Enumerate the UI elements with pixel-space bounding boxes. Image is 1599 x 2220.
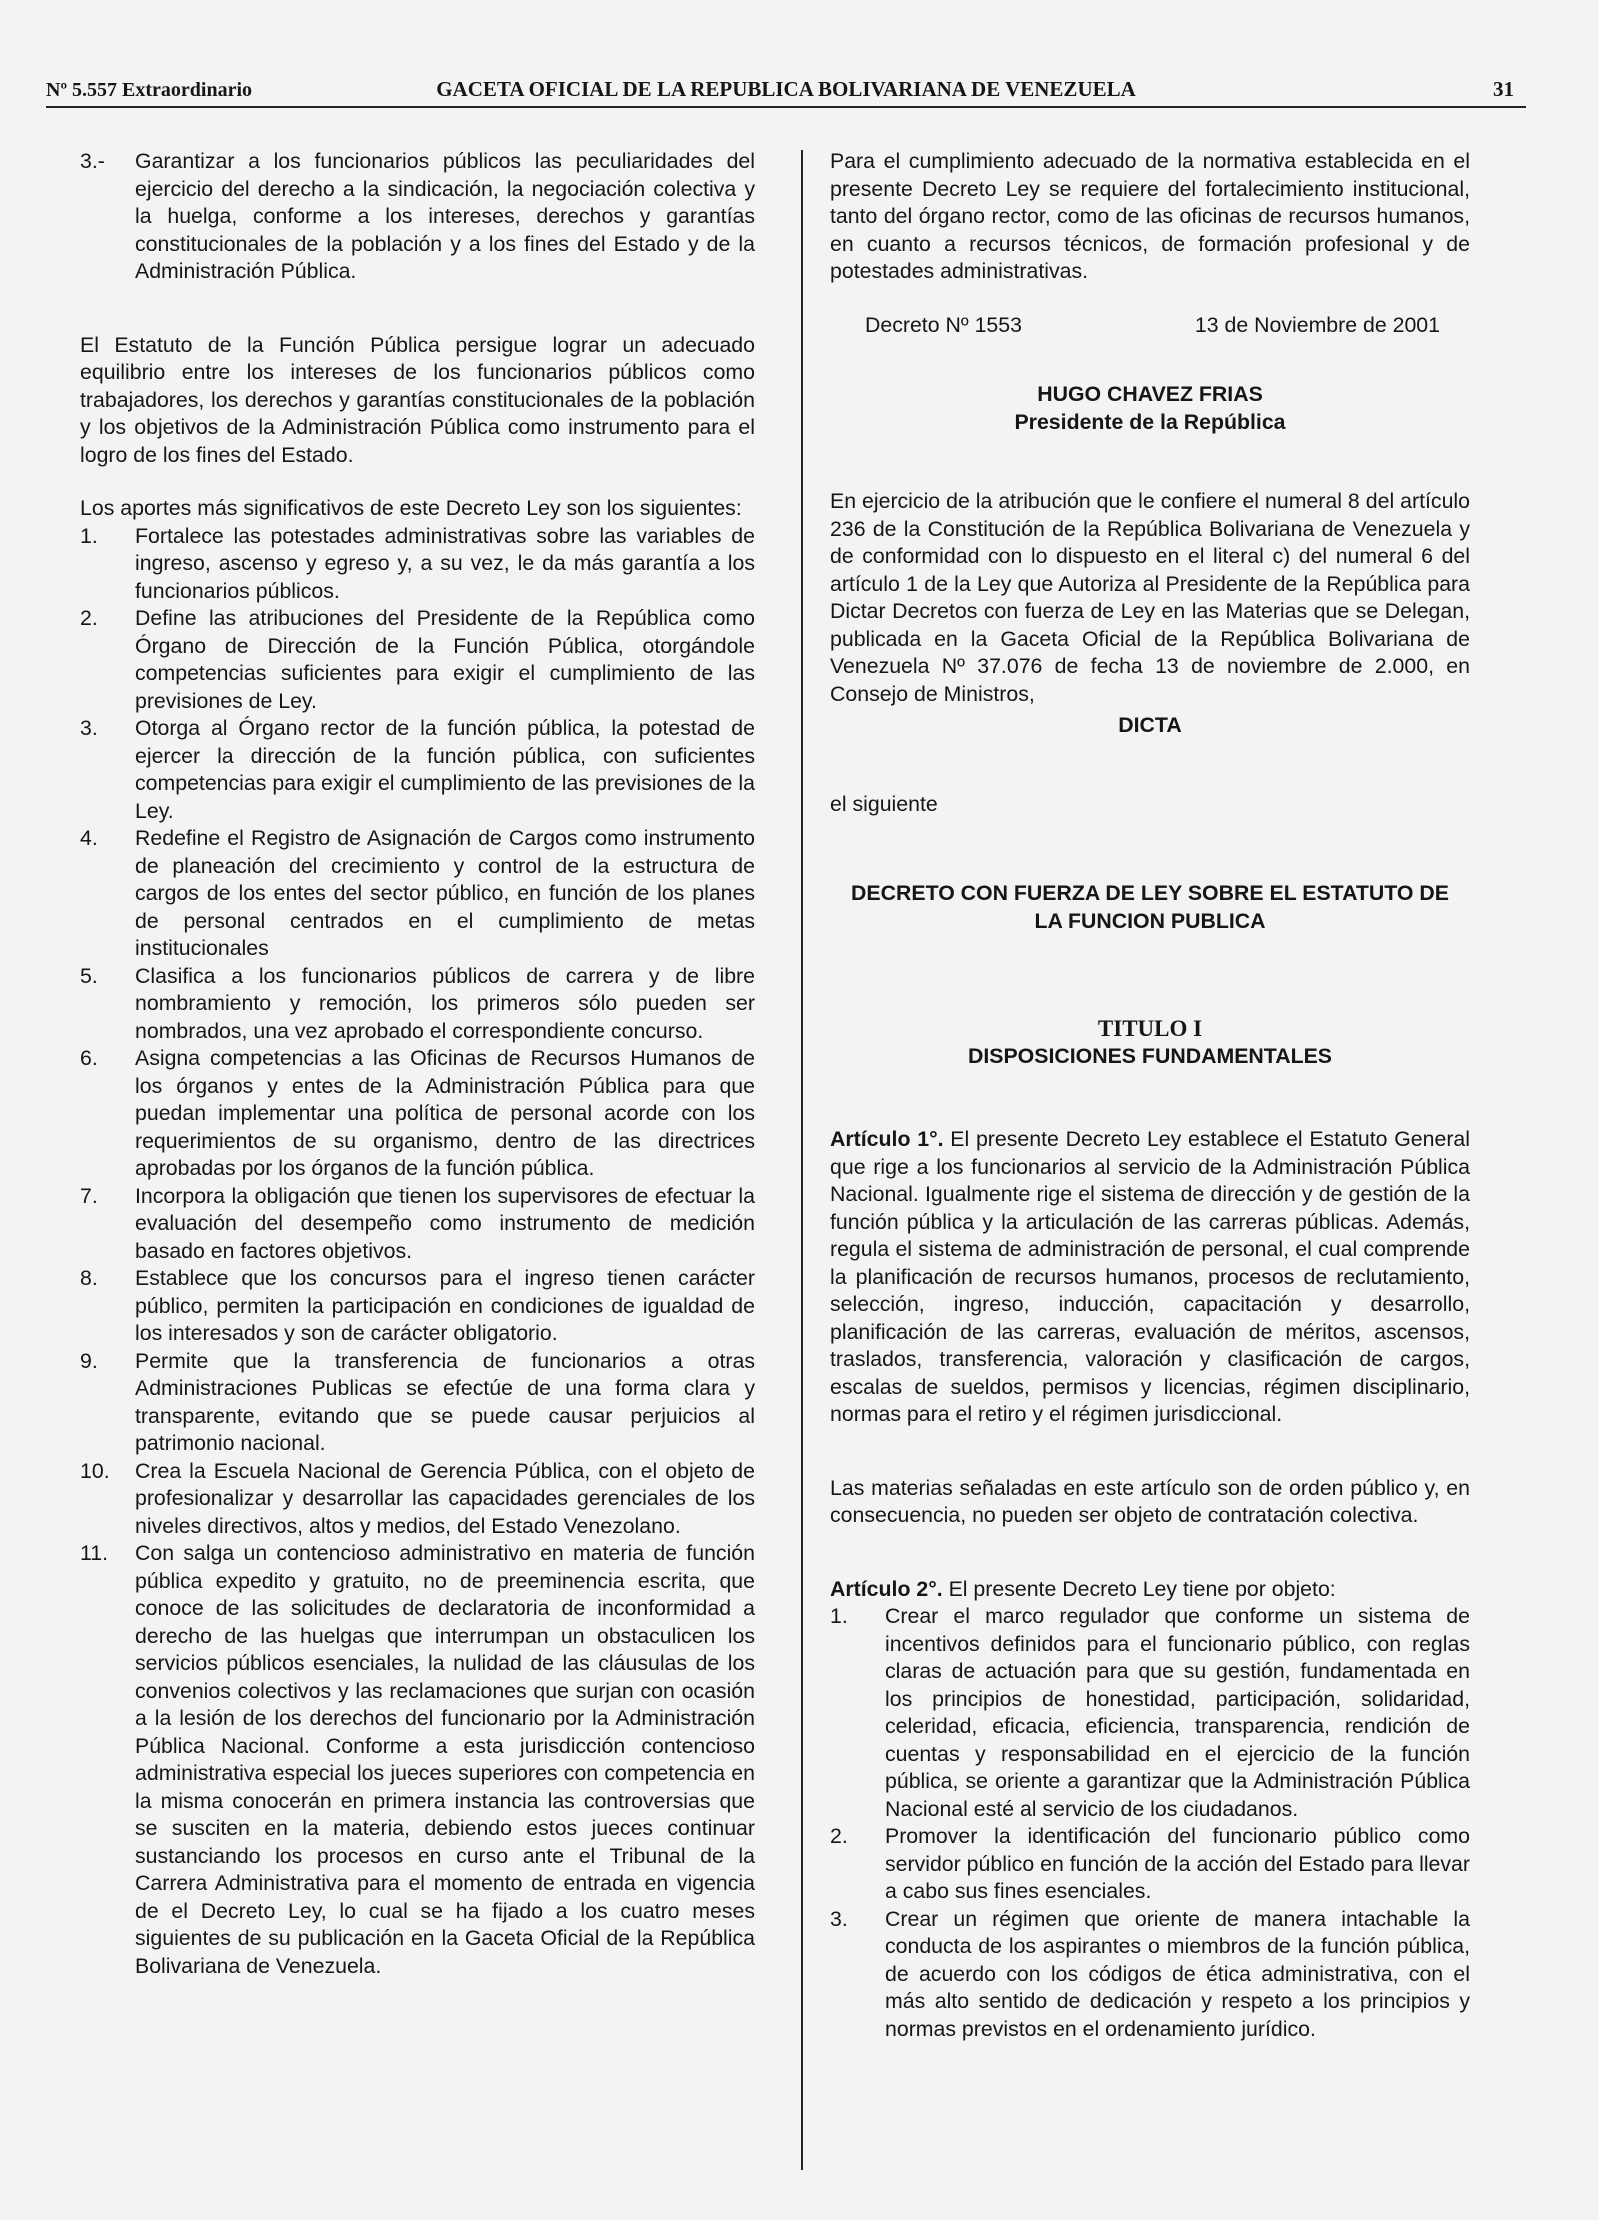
list-item: [80, 1265, 755, 1348]
list-item: [830, 1906, 1470, 2044]
list-item-text: Crear un régimen que oriente de manera intachable la conducta de los aspirantes o miembros de la función pública, de acuerdo con los códigos de ética administrativa, con el más alto sentido de dedicación y respeto a los principios y normas previstos en el ordenamiento jurídico.: [885, 1906, 1470, 2041]
right-column: [830, 148, 1470, 2043]
list-item: [80, 825, 755, 963]
paragraph: En ejercicio de la atribución que le confiere el numeral 8 del artículo 236 de la Constitución de la República Bolivariana de Venezuela y de conformidad con lo dispuesto en el literal c) del numeral 6 del artículo 1 de la Ley que Autoriza al Presidente de la República para Dictar Decretos con fuerza de Ley en las Materias que se Delegan, publicada en la Gaceta Oficial de la República Bolivariana de Venezuela Nº 37.076 de fecha 13 de noviembre de 2.000, en Consejo de Ministros,: [830, 489, 1470, 706]
list-item-text: Crear el marco regulador que conforme un sistema de incentivos definidos para el funcionario público, con reglas claras de actuación para que su gestión, fundamentada en los principios de honestidad, participación, solidaridad, celeridad, eficacia, eficiencia, transparencia, rendición de cuentas y responsabilidad en el ejercicio de la función pública, se oriente a garantizar que la Administración Pública Nacional esté al servicio de los ciudadanos.: [885, 1604, 1470, 1821]
article-1: [830, 1126, 1470, 1429]
list-item-number: 5.: [80, 963, 98, 988]
list-item-number: 2.: [830, 1824, 848, 1848]
list-item-number: 11.: [80, 1541, 109, 1565]
article-label: Artículo 2°.: [830, 1576, 943, 1601]
paragraph: El Estatuto de la Función Pública persigue lograr un adecuado equilibrio entre los intereses de los funcionarios públicos como trabajadores, los derechos y garantías constitucionales de la población y los objetivos de la Administración Pública como instrumento para el logro de los fines del Estado.: [80, 332, 755, 467]
page-header: [46, 70, 1526, 108]
contributions-list: [80, 523, 755, 1981]
decree-title-line: LA FUNCION PUBLICA: [1034, 908, 1266, 933]
president-name: HUGO CHAVEZ FRIAS: [1037, 382, 1263, 406]
article-text: El presente Decreto Ley tiene por objeto:: [948, 1576, 1336, 1601]
dicta-heading: DICTA: [1118, 713, 1182, 737]
list-item-text: Permite que la transferencia de funcionarios a otras Administraciones Publicas se efectúe de una forma clara y transparente, evitando que se puede causar perjuicios al patrimonio nacional.: [135, 1348, 755, 1455]
list-item: [830, 1823, 1470, 1906]
list-item-number: 1.: [80, 523, 98, 548]
publication-title: GACETA OFICIAL DE LA REPUBLICA BOLIVARIANA DE VENEZUELA: [436, 77, 1136, 101]
objectives-list: [830, 1603, 1470, 2043]
list-item: [80, 1045, 755, 1183]
list-item-text: Fortalece las potestades administrativas sobre las variables de ingreso, ascenso y egreso y, a su vez, le da más garantía a los funcionarios públicos.: [135, 523, 755, 603]
page-number: 31: [1493, 77, 1514, 101]
article-2: [830, 1576, 1470, 1604]
paragraph: el siguiente: [830, 791, 938, 816]
decree-number: Decreto Nº 1553: [865, 312, 1022, 337]
paragraph: Para el cumplimiento adecuado de la normativa establecida en el presente Decreto Ley se requiere del fortalecimiento institucional, tanto del órgano rector, como de las oficinas de recursos humanos, en cuanto a recursos técnicos, de formación profesional y de potestades administrativas.: [830, 149, 1470, 283]
list-item-text: Crea la Escuela Nacional de Gerencia Pública, con el objeto de profesionalizar y desarrollar las capacidades gerenciales de los niveles directivos, altos y medios, del Estado Venezolano.: [135, 1458, 755, 1538]
left-column: [80, 148, 755, 1980]
list-item-number: 10.: [80, 1458, 110, 1483]
list-item-text: Clasifica a los funcionarios públicos de carrera y de libre nombramiento y remoción, los primeros sólo pueden ser nombrados, una vez aprobado el correspondiente concurso.: [135, 963, 755, 1043]
list-item: [80, 605, 755, 715]
list-item: [80, 1540, 755, 1980]
list-item-number: 8.: [80, 1266, 98, 1290]
list-item: [80, 1183, 755, 1266]
intro-list: [80, 148, 755, 286]
paragraph: Los aportes más significativos de este Decreto Ley son los siguientes:: [80, 496, 742, 520]
decree-title: [830, 880, 1470, 935]
list-item-number: 3.-: [80, 149, 105, 173]
issue-number: Nº 5.557 Extraordinario: [46, 79, 253, 101]
list-item-text: Define las atribuciones del Presidente de la República como Órgano de Dirección de la Función Pública, otorgándole competencias suficientes para exigir el cumplimiento de las previsiones de Ley.: [135, 606, 755, 713]
paragraph: Las materias señaladas en este artículo son de orden público y, en consecuencia, no pueden ser objeto de contratación colectiva.: [830, 1475, 1470, 1527]
list-item-number: 1.: [830, 1604, 848, 1628]
list-item: [80, 963, 755, 1046]
list-item-number: 9.: [80, 1348, 98, 1373]
list-item-number: 7.: [80, 1183, 98, 1208]
list-item-text: Incorpora la obligación que tienen los supervisores de efectuar la evaluación del desempeño como instrumento de medición basado en factores objetivos.: [135, 1183, 755, 1263]
list-item-text: Promover la identificación del funcionario público como servidor público en función de la acción del Estado para llevar a cabo sus fines esenciales.: [885, 1824, 1470, 1903]
list-item: [80, 523, 755, 606]
article-label: Artículo 1°.: [830, 1127, 944, 1151]
list-item-text: Garantizar a los funcionarios públicos las peculiaridades del ejercicio del derecho a la sindicación, la negociación colectiva y la huelga, conforme a los intereses, derechos y garantías constitucionales de la población y a los fines del Estado y de la Administración Pública.: [135, 149, 755, 283]
title-heading: TITULO I: [1097, 1016, 1203, 1041]
article-text: El presente Decreto Ley establece el Estatuto General que rige a los funcionarios al servicio de la Administración Pública Nacional. Igualmente rige el sistema de dirección y de gestión de la función pública y la articulación de las carreras públicas. Además, regula el sistema de administración de personal, el cual comprende la planificación de recursos humanos, procesos de reclutamiento, selección, ingreso, inducción, capacitación y desarrollo, planificación de las carreras, evaluación de méritos, ascensos, traslados, transferencia, valoración y clasificación de cargos, escalas de sueldos, permisos y licencias, régimen disciplinario, normas para el retiro y el régimen jurisdiccional.: [830, 1127, 1470, 1426]
title-subheading: DISPOSICIONES FUNDAMENTALES: [967, 1043, 1333, 1068]
list-item: [80, 715, 755, 825]
president-title: Presidente de la República: [1014, 409, 1286, 434]
list-item-text: Con salga un contencioso administrativo en materia de función pública expedito y gratuito, no de preeminencia escrita, que conoce de las solicitudes de declaratoria de inconformidad a derecho de las huelgas que interrumpan un obstaculicen los servicios públicos esenciales, la nulidad de las cláusulas de los convenios colectivos y las reclamaciones que surjan con ocasión a la lesión de los derechos del funcionario por la Administración Pública Nacional. Conforme a esta jurisdicción contencioso administrativa especial los jueces superiores con competencia en la misma conocerán en primera instancia las controversias que se susciten en la materia, debiendo estos jueces continuar sustanciando los procesos en curso ante el Tribunal de la Carrera Administrativa para el momento de entrada en vigencia de el Decreto Ley, lo cual se ha fijado a los cuatro meses siguientes de su publicación en la Gaceta Oficial de la República Bolivariana de Venezuela.: [135, 1541, 755, 1978]
decree-dateline: [830, 312, 1470, 340]
list-item: [80, 1458, 755, 1541]
list-item-text: Redefine el Registro de Asignación de Cargos como instrumento de planeación del crecimiento y control de la estructura de cargos de los entes del sector público, en función de los planes de personal centrados en el cumplimiento de metas institucionales: [135, 826, 755, 960]
list-item: [80, 148, 755, 286]
list-item-number: 4.: [80, 826, 98, 850]
list-item: [830, 1603, 1470, 1823]
list-item-number: 6.: [80, 1046, 98, 1070]
list-item-number: 3.: [830, 1906, 848, 1931]
decree-date: 13 de Noviembre de 2001: [1194, 312, 1440, 337]
list-item-number: 2.: [80, 606, 98, 630]
decree-title-line: DECRETO CON FUERZA DE LEY SOBRE EL ESTATUTO DE: [851, 881, 1449, 905]
column-divider: [801, 150, 803, 2170]
list-item-text: Otorga al Órgano rector de la función pública, la potestad de ejercer la dirección de la función pública, con suficientes competencias para exigir el cumplimiento de las previsiones de la Ley.: [135, 716, 755, 823]
list-item: [80, 1348, 755, 1458]
list-item-number: 3.: [80, 716, 98, 740]
list-item-text: Asigna competencias a las Oficinas de Recursos Humanos de los órganos y entes de la Administración Pública para que puedan implementar una política de personal acorde con los requerimientos de su organismo, dentro de las directrices aprobadas por los órganos de la función pública.: [135, 1046, 755, 1180]
list-item-text: Establece que los concursos para el ingreso tienen carácter público, permiten la participación en condiciones de igualdad de los interesados y son de carácter obligatorio.: [135, 1266, 755, 1345]
